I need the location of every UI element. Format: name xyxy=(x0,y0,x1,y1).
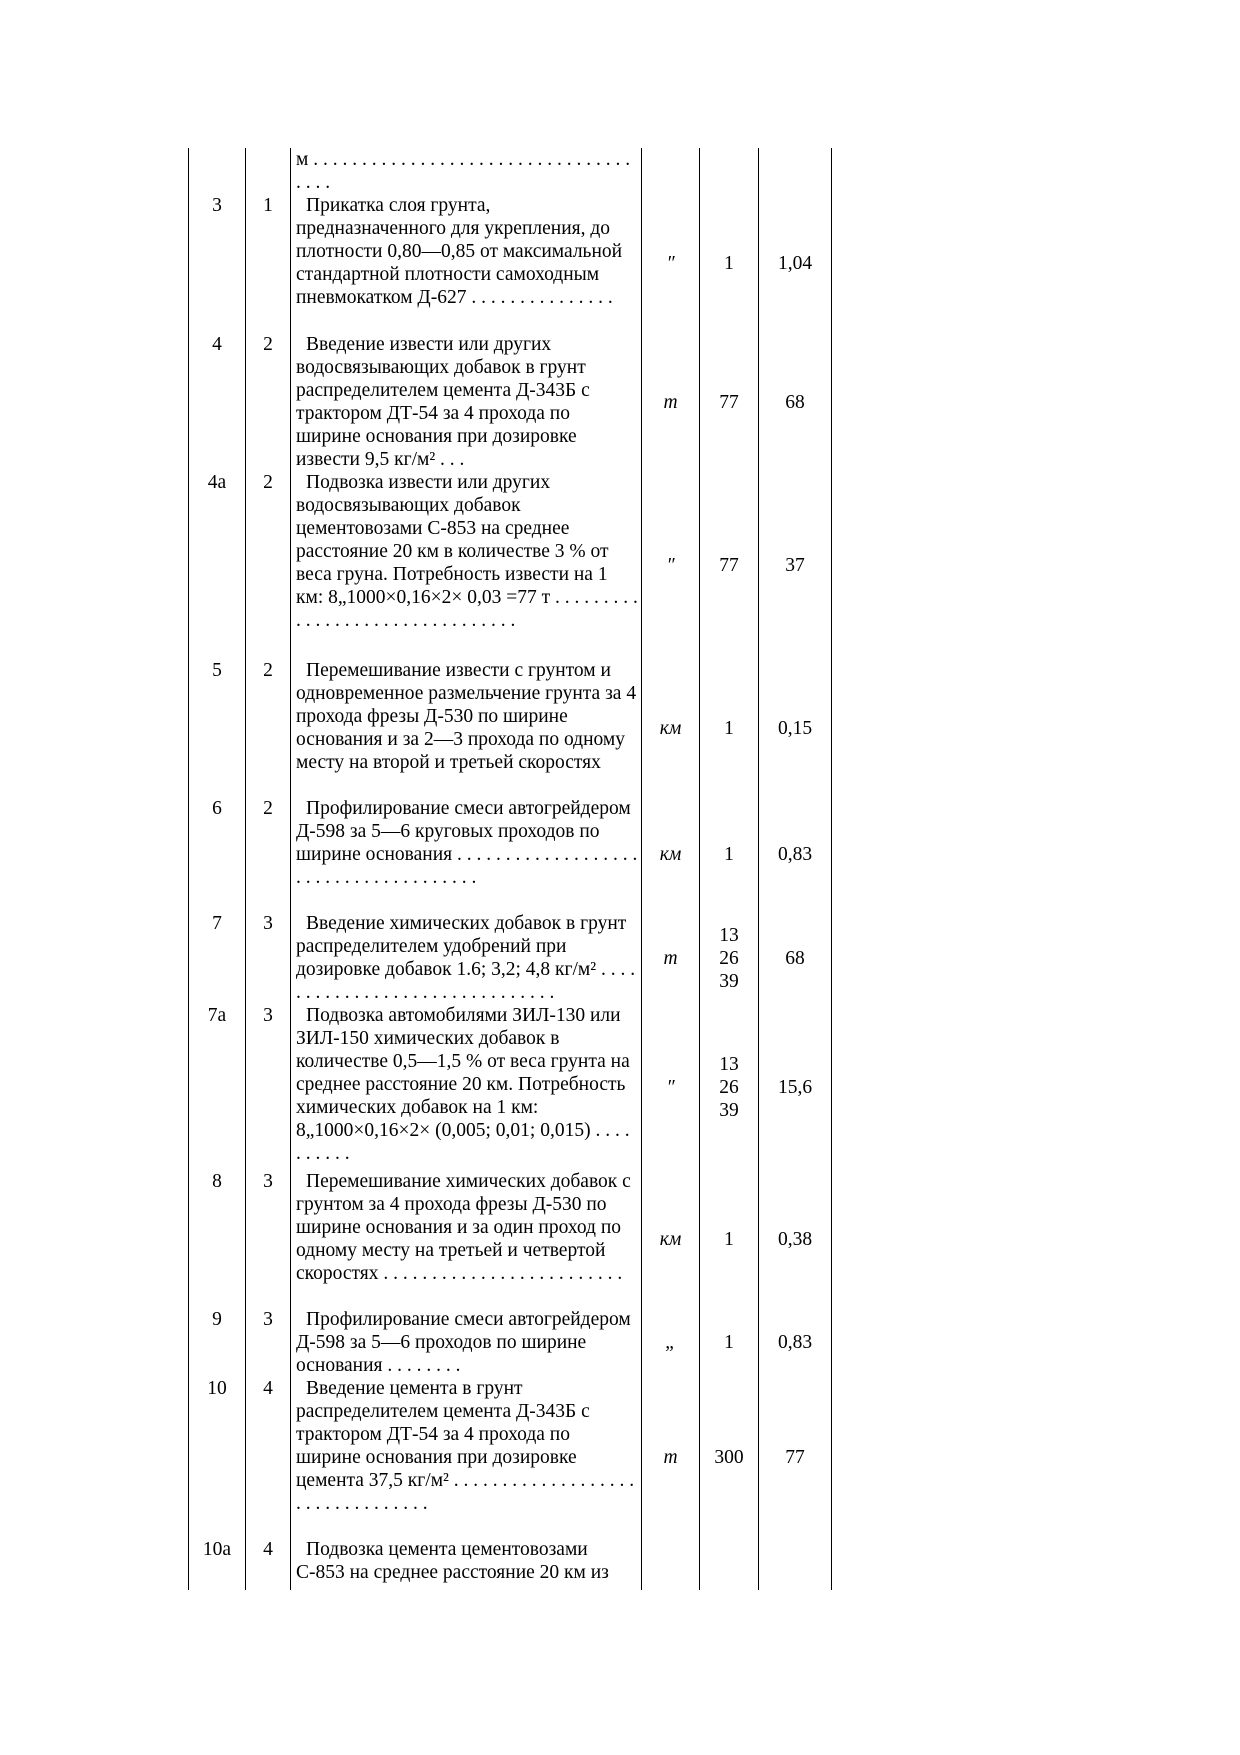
row-number: 8 xyxy=(189,1170,246,1308)
row-unit: км xyxy=(642,797,700,912)
row-value: 68 xyxy=(759,333,832,471)
continuation-text: м . . . . . . . . . . . . . . . . . . . . . . . . . . . . . . . . . . . . . xyxy=(296,149,631,193)
row-quantity: 77 xyxy=(700,333,759,471)
table-row xyxy=(189,659,832,797)
row-number: 4а xyxy=(189,471,246,659)
table-row xyxy=(189,194,832,333)
row-description: Подвозка цемента цементовозами С-853 на среднее расстояние 20 км из xyxy=(296,1539,609,1583)
qty-line: 13 xyxy=(719,1053,739,1075)
row-description: Прикатка слоя грунта, предназначенного для укрепления, до плотности 0,80—0,85 от максимальной стандартной плотности самоходным пневмокатком Д-627 . . . . . . . . . . . . . . . xyxy=(296,195,623,308)
row-value: 68 xyxy=(759,912,832,1004)
row-number: 9 xyxy=(189,1308,246,1377)
qty-line: 13 xyxy=(719,924,739,946)
row-description: Профилирование смеси автогрейдером Д-598 за 5—6 круговых проходов по ширине основания . . . . . . . . . . . . . . . . . . . . . . . . . . . . . . . . . . . . . . xyxy=(296,798,638,888)
table-row xyxy=(189,912,832,1004)
row-group: 4 xyxy=(246,1538,291,1590)
row-value: 0,83 xyxy=(759,1308,832,1377)
row-quantity: 77 xyxy=(700,471,759,659)
row-unit: ″ xyxy=(642,194,700,333)
row-value: 0,15 xyxy=(759,659,832,797)
row-description: Профилирование смеси автогрейдером Д-598 за 5—6 проходов по ширине основания . . . . . . . . xyxy=(296,1309,631,1376)
qty-line: 26 xyxy=(719,1076,739,1098)
qty-line: 39 xyxy=(719,970,739,992)
table-row xyxy=(189,471,832,659)
row-description: Перемешивание химических добавок с грунтом за 4 прохода фрезы Д-530 по ширине основания и за один проход по одному месту на третьей и четвертой скоростях . . . . . . . . . . . . . . . . . . . . . . . . . xyxy=(296,1171,631,1284)
work-table xyxy=(188,148,832,1590)
row-number: 7 xyxy=(189,912,246,1004)
row-description: Введение химических добавок в грунт распределителем удобрений при дозировке добавок 1.6; 3,2; 4,8 кг/м² . . . . . . . . . . . . . . . . . . . . . . . . . . . . . . . xyxy=(296,913,636,1003)
row-value: 0,38 xyxy=(759,1170,832,1308)
row-unit: т xyxy=(642,333,700,471)
row-description: Перемешивание извести с грунтом и одновременное размельчение грунта за 4 прохода фрезы Д-530 по ширине основания и за 2—3 прохода по одному месту на второй и третьей скоростях xyxy=(296,660,637,773)
row-unit: км xyxy=(642,659,700,797)
row-quantity: 300 xyxy=(700,1377,759,1538)
row-group: 1 xyxy=(246,194,291,333)
row-unit xyxy=(642,1538,700,1590)
row-number: 5 xyxy=(189,659,246,797)
row-unit: т xyxy=(642,1377,700,1538)
row-group: 3 xyxy=(246,1308,291,1377)
row-group: 3 xyxy=(246,1170,291,1308)
row-group: 2 xyxy=(246,333,291,471)
row-description: Подвозка извести или других водосвязывающих добавок цементовозами С-853 на среднее расстояние 20 км в количестве 3 % от веса груна. Потребность извести на 1 км: 8„1000×0,16×2× 0,03 =77 т . . . . . . . . . . . . . . . . . . . . . . . . . . . . . . . . xyxy=(296,472,638,631)
row-number: 7а xyxy=(189,1004,246,1170)
row-quantity xyxy=(700,912,759,1004)
row-quantity xyxy=(700,1538,759,1590)
row-value: 0,83 xyxy=(759,797,832,912)
row-quantity: 1 xyxy=(700,194,759,333)
row-group: 2 xyxy=(246,471,291,659)
row-unit: т xyxy=(642,912,700,1004)
row-number: 6 xyxy=(189,797,246,912)
row-number: 10 xyxy=(189,1377,246,1538)
row-unit: ″ xyxy=(642,471,700,659)
row-value: 15,6 xyxy=(759,1004,832,1170)
row-quantity xyxy=(700,1004,759,1170)
row-quantity: 1 xyxy=(700,1170,759,1308)
table-row xyxy=(189,1170,832,1308)
row-unit: км xyxy=(642,1170,700,1308)
row-number: 10а xyxy=(189,1538,246,1590)
table-row-continuation xyxy=(189,148,832,194)
table-row xyxy=(189,1004,832,1170)
row-value: 37 xyxy=(759,471,832,659)
row-group: 3 xyxy=(246,1004,291,1170)
table-row xyxy=(189,1538,832,1590)
row-description: Введение извести или других водосвязывающих добавок в грунт распределителем цемента Д-343Б с трактором ДТ-54 за 4 прохода по ширине основания при дозировке извести 9,5 кг/м² . . . xyxy=(296,334,590,470)
row-unit: ″ xyxy=(642,1004,700,1170)
table-row xyxy=(189,797,832,912)
row-number: 3 xyxy=(189,194,246,333)
row-value: 77 xyxy=(759,1377,832,1538)
table-row xyxy=(189,1308,832,1377)
row-number: 4 xyxy=(189,333,246,471)
row-group: 4 xyxy=(246,1377,291,1538)
row-quantity: 1 xyxy=(700,659,759,797)
row-group: 2 xyxy=(246,797,291,912)
row-quantity: 1 xyxy=(700,1308,759,1377)
row-quantity: 1 xyxy=(700,797,759,912)
qty-line: 39 xyxy=(719,1099,739,1121)
table-row xyxy=(189,1377,832,1538)
row-value: 1,04 xyxy=(759,194,832,333)
row-value xyxy=(759,1538,832,1590)
row-description: Введение цемента в грунт распределителем цемента Д-343Б с трактором ДТ-54 за 4 прохода по ширине основания при дозировке цемента 37,5 кг/м² . . . . . . . . . . . . . . . . . . . . . . . . . . . . . . . . . xyxy=(296,1378,635,1514)
row-description: Подвозка автомобилями ЗИЛ-130 или ЗИЛ-150 химических добавок в количестве 0,5—1,5 % от веса грунта на среднее расстояние 20 км. Потребность химических добавок на 1 км: 8„1000×0,16×2× (0,005; 0,01; 0,015) . . . . . . . . . . xyxy=(296,1005,630,1164)
table-row xyxy=(189,333,832,471)
row-unit: „ xyxy=(642,1308,700,1377)
row-group: 2 xyxy=(246,659,291,797)
qty-line: 26 xyxy=(719,947,739,969)
row-group: 3 xyxy=(246,912,291,1004)
